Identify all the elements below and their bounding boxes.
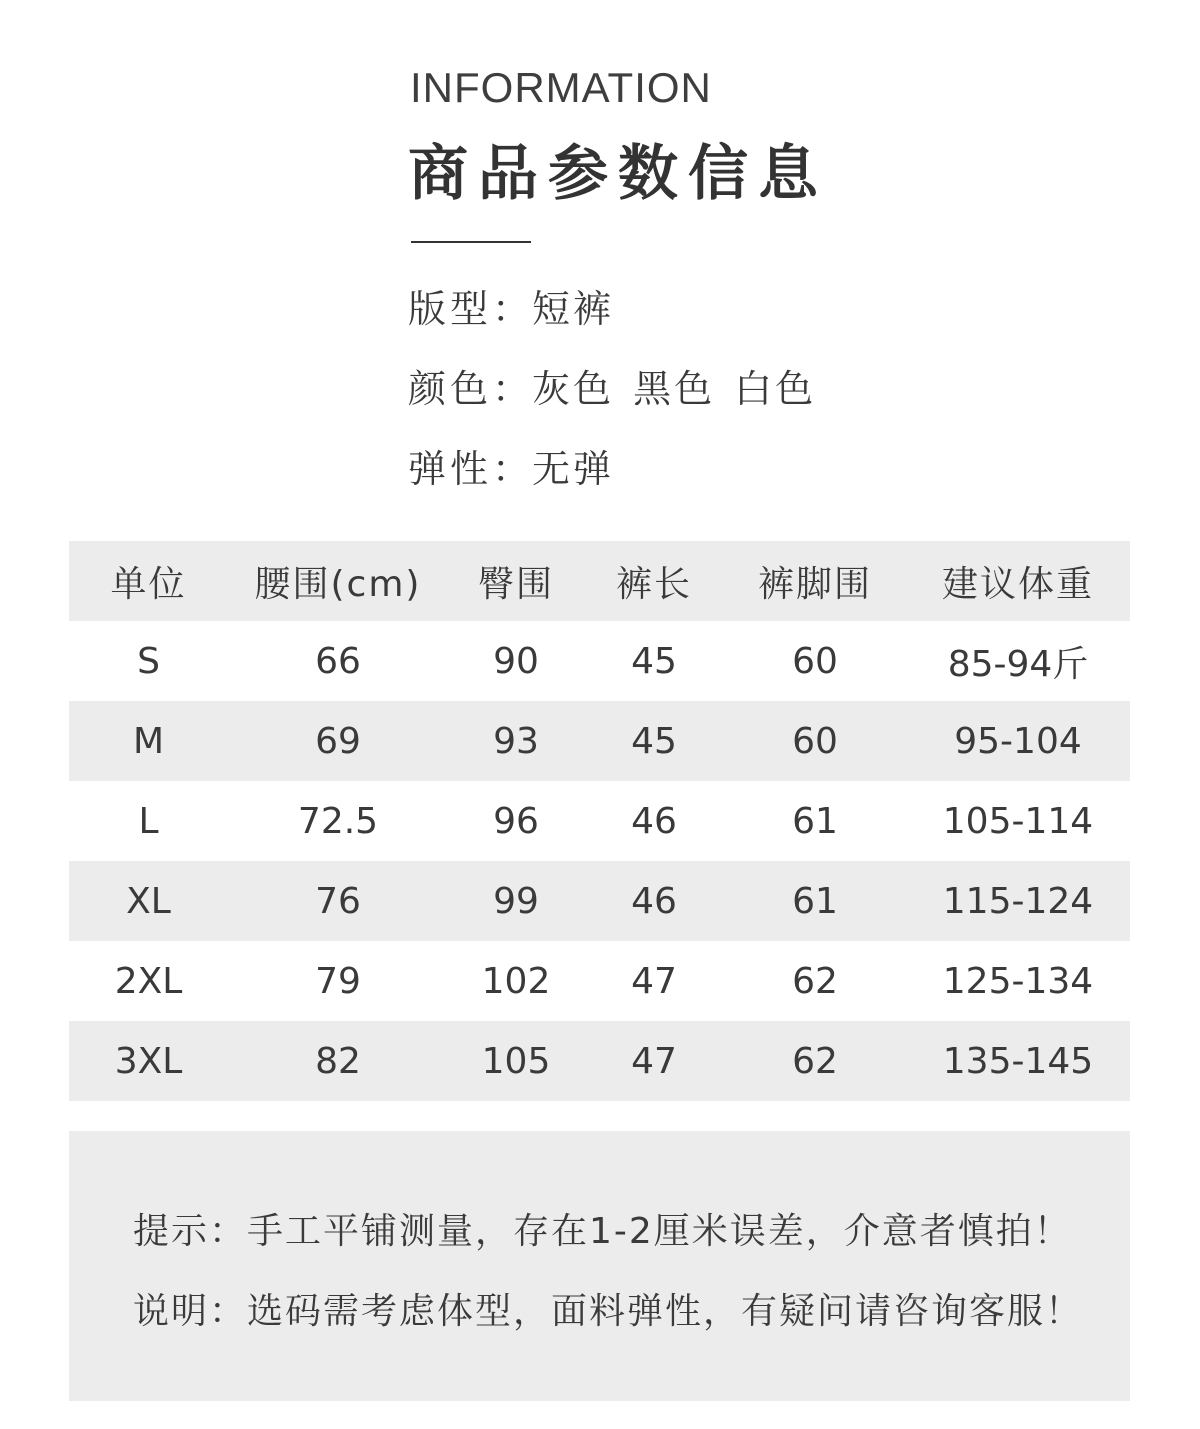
table-header-row xyxy=(69,541,1130,621)
attribute-color xyxy=(408,365,816,413)
table-header-cell: 臀围 xyxy=(448,541,584,621)
table-cell: 69 xyxy=(228,701,448,781)
attribute-fit xyxy=(408,285,614,333)
table-cell: 2XL xyxy=(114,960,183,1002)
notes-panel xyxy=(69,1131,1130,1401)
table-header-cell: 腰围(cm) xyxy=(228,541,448,621)
table-row xyxy=(69,781,1130,861)
table-cell: 46 xyxy=(584,861,724,941)
table-cell: 105 xyxy=(448,1021,584,1101)
table-cell: 79 xyxy=(315,960,361,1002)
table-cell: 95-104 xyxy=(906,701,1130,781)
attribute-color-label: 颜色： xyxy=(408,367,535,411)
table-header-cell: 单位 xyxy=(69,541,228,621)
header-title-cn: 商品参数信息 xyxy=(408,139,828,209)
table-cell: 105-114 xyxy=(942,800,1094,842)
table-row xyxy=(69,861,1130,941)
table-cell: M xyxy=(69,701,228,781)
table-cell: 3XL xyxy=(69,1021,228,1101)
table-cell: 61 xyxy=(792,800,838,842)
table-header-cell: 裤长 xyxy=(584,541,724,621)
table-cell: 90 xyxy=(493,640,539,682)
table-cell: 45 xyxy=(584,701,724,781)
table-cell: L xyxy=(138,800,159,842)
table-cell: 125-134 xyxy=(942,960,1094,1002)
table-cell: 45 xyxy=(631,640,677,682)
table-cell: 135-145 xyxy=(906,1021,1130,1101)
header-divider xyxy=(411,241,531,243)
table-cell: 72.5 xyxy=(297,800,379,842)
table-cell: 47 xyxy=(631,960,677,1002)
table-cell: 93 xyxy=(448,701,584,781)
table-cell: 96 xyxy=(493,800,539,842)
table-cell: 61 xyxy=(724,861,906,941)
table-cell: XL xyxy=(69,861,228,941)
table-row xyxy=(69,701,1130,781)
attribute-fit-value: 短裤 xyxy=(532,287,615,331)
table-cell: 60 xyxy=(724,701,906,781)
header-title-en: INFORMATION xyxy=(410,64,712,111)
sizing-explanation: 说明：选码需考虑体型，面料弹性，有疑问请咨询客服！ xyxy=(133,1291,1084,1332)
table-cell: 115-124 xyxy=(906,861,1130,941)
attribute-fit-label: 版型： xyxy=(408,287,535,331)
measurement-tip: 提示：手工平铺测量，存在1-2厘米误差，介意者慎拍！ xyxy=(133,1211,1072,1252)
attribute-color-value: 灰色 黑色 白色 xyxy=(532,367,817,411)
table-cell: 62 xyxy=(724,1021,906,1101)
table-cell: 60 xyxy=(792,640,838,682)
table-cell: 76 xyxy=(228,861,448,941)
table-header-cell: 建议体重 xyxy=(906,541,1130,621)
table-row xyxy=(69,621,1130,701)
attribute-elasticity xyxy=(408,445,614,493)
attribute-elasticity-label: 弹性： xyxy=(408,447,535,491)
table-cell: 82 xyxy=(228,1021,448,1101)
table-cell: S xyxy=(137,640,160,682)
attribute-elasticity-value: 无弹 xyxy=(532,447,615,491)
table-cell: 46 xyxy=(631,800,677,842)
size-table xyxy=(69,541,1130,1101)
table-cell: 85-94斤 xyxy=(947,643,1089,685)
table-header-cell: 裤脚围 xyxy=(724,541,906,621)
table-cell: 62 xyxy=(792,960,838,1002)
table-row xyxy=(69,941,1130,1021)
table-cell: 47 xyxy=(584,1021,724,1101)
table-row xyxy=(69,1021,1130,1101)
table-cell: 66 xyxy=(315,640,361,682)
table-cell: 99 xyxy=(448,861,584,941)
table-cell: 102 xyxy=(481,960,551,1002)
